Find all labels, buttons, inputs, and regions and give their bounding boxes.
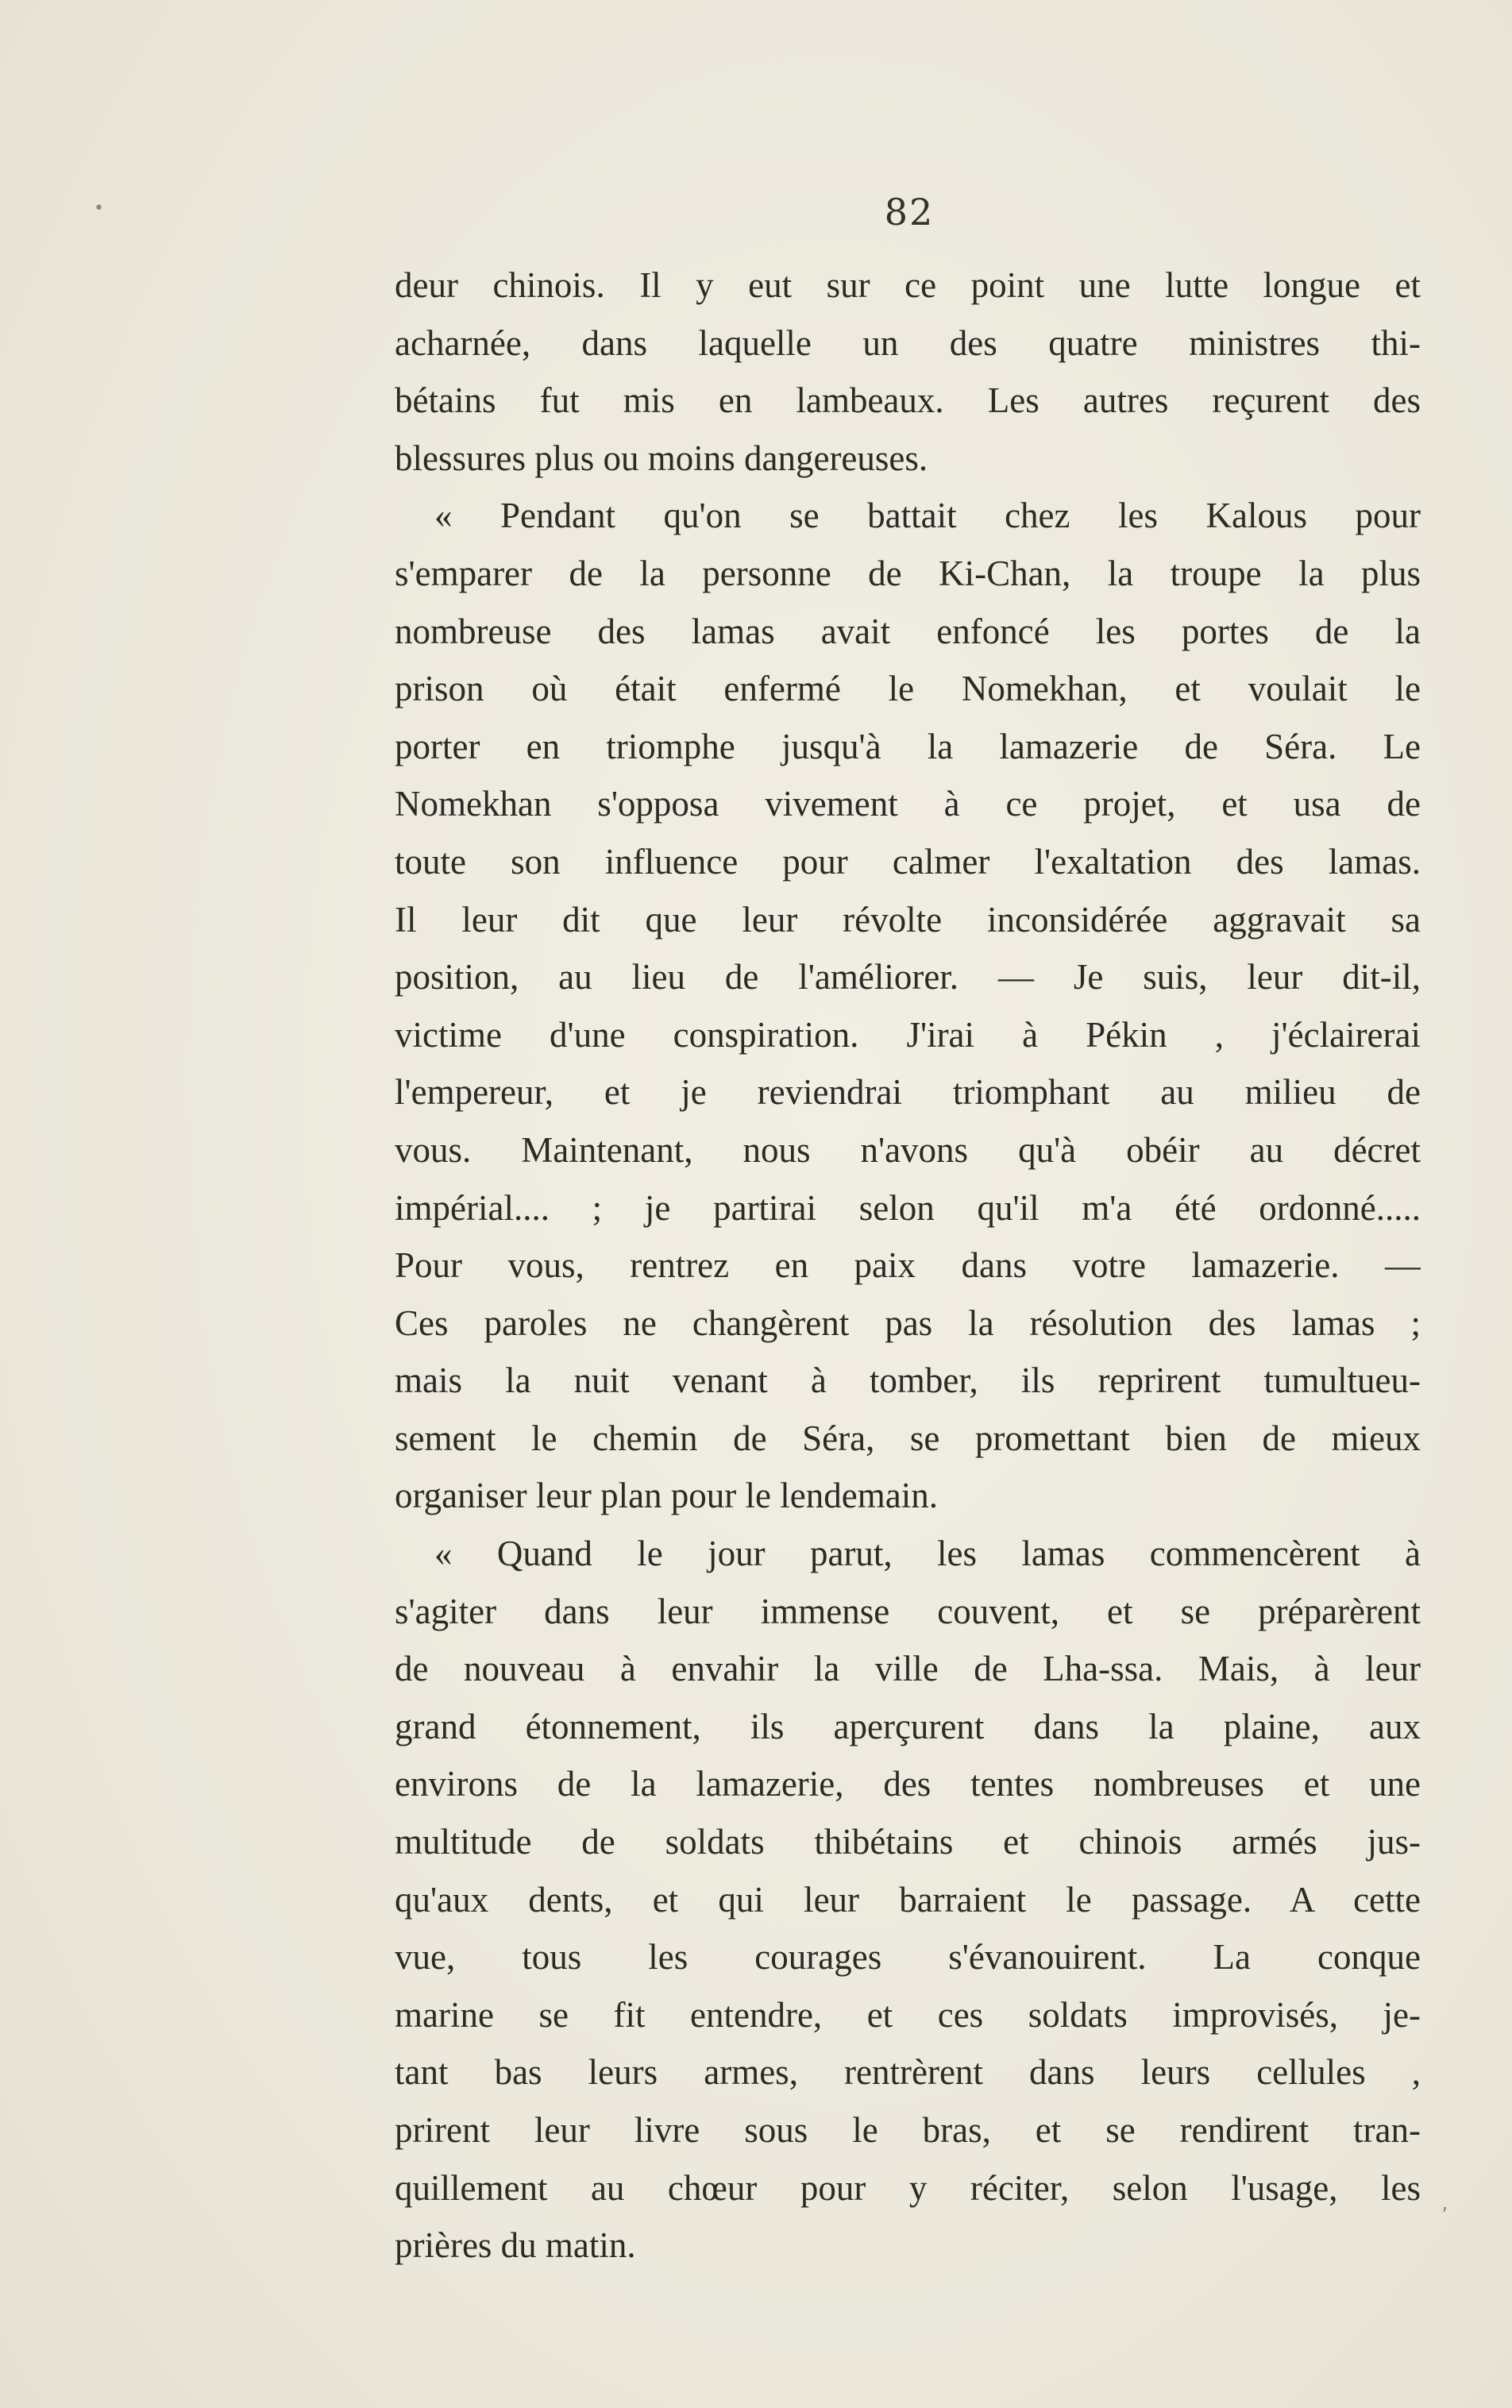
text-line: blessures plus ou moins dangereuses. [395, 438, 928, 478]
text-line: prières du matin. [395, 2225, 636, 2266]
text-line: Nomekhan s'opposa vivement à ce projet, et usa de [395, 784, 1421, 824]
text-line: s'emparer de la personne de Ki-Chan, la troupe la plus [395, 553, 1421, 593]
text-line: Il leur dit que leur révolte inconsidérée aggravait sa [395, 899, 1421, 940]
text-line: impérial.... ; je partirai selon qu'il m'a été ordonné..... [395, 1187, 1421, 1228]
text-line: qu'aux dents, et qui leur barraient le passage. A cette [395, 1879, 1421, 1920]
margin-speck: ʼ [1441, 2204, 1448, 2228]
text-line: position, au lieu de l'améliorer. — Je suis, leur dit-il, [395, 957, 1421, 998]
text-line: « Pendant qu'on se battait chez les Kalous pour [434, 496, 1421, 536]
text-line: tant bas leurs armes, rentrèrent dans leurs cellules , [395, 2052, 1421, 2093]
text-line: vue, tous les courages s'évanouirent. La conque [395, 1937, 1421, 1978]
text-line: de nouveau à envahir la ville de Lha-ssa. Mais, à leur [395, 1649, 1421, 1689]
text-line: prison où était enfermé le Nomekhan, et voulait le [395, 669, 1421, 709]
page-number: 82 [884, 191, 935, 233]
text-line: environs de la lamazerie, des tentes nombreuses et une [395, 1764, 1421, 1804]
text-line: mais la nuit venant à tomber, ils reprirent tumultueu- [395, 1360, 1421, 1401]
text-line: nombreuse des lamas avait enfoncé les portes de la [395, 611, 1421, 651]
text-line: acharnée, dans laquelle un des quatre ministres thi- [395, 322, 1421, 363]
text-line: porter en triomphe jusqu'à la lamazerie de Séra. Le [395, 726, 1421, 766]
text-line: sement le chemin de Séra, se promettant bien de mieux [395, 1418, 1421, 1458]
text-line: victime d'une conspiration. J'irai à Pékin , j'éclairerai [395, 1014, 1421, 1055]
body-text [395, 257, 1421, 2275]
text-line: s'agiter dans leur immense couvent, et se préparèrent [395, 1591, 1421, 1631]
text-line: l'empereur, et je reviendrai triomphant au milieu de [395, 1072, 1421, 1113]
text-line: toute son influence pour calmer l'exaltation des lamas. [395, 841, 1421, 882]
text-line: organiser leur plan pour le lendemain. [395, 1476, 938, 1516]
text-line: deur chinois. Il y eut sur ce point une lutte longue et [395, 265, 1421, 305]
paragraph [395, 257, 1421, 487]
paragraph [395, 1525, 1421, 2275]
text-line: bétains fut mis en lambeaux. Les autres reçurent des [395, 380, 1421, 421]
text-line: prirent leur livre sous le bras, et se rendirent tran- [395, 2110, 1421, 2150]
text-line: quillement au chœur pour y réciter, selon l'usage, les [395, 2167, 1421, 2208]
text-line: « Quand le jour parut, les lamas commencèrent à [434, 1534, 1421, 1574]
text-line: marine se fit entendre, et ces soldats improvisés, je- [395, 1994, 1421, 2035]
text-line: Pour vous, rentrez en paix dans votre lamazerie. — [395, 1245, 1421, 1286]
text-line: vous. Maintenant, nous n'avons qu'à obéir au décret [395, 1129, 1421, 1170]
paragraph [395, 487, 1421, 1525]
margin-speck: • [94, 199, 104, 218]
text-line: Ces paroles ne changèrent pas la résolution des lamas ; [395, 1302, 1421, 1343]
text-line: grand étonnement, ils aperçurent dans la plaine, aux [395, 1706, 1421, 1746]
text-line: multitude de soldats thibétains et chinois armés jus- [395, 1822, 1421, 1862]
